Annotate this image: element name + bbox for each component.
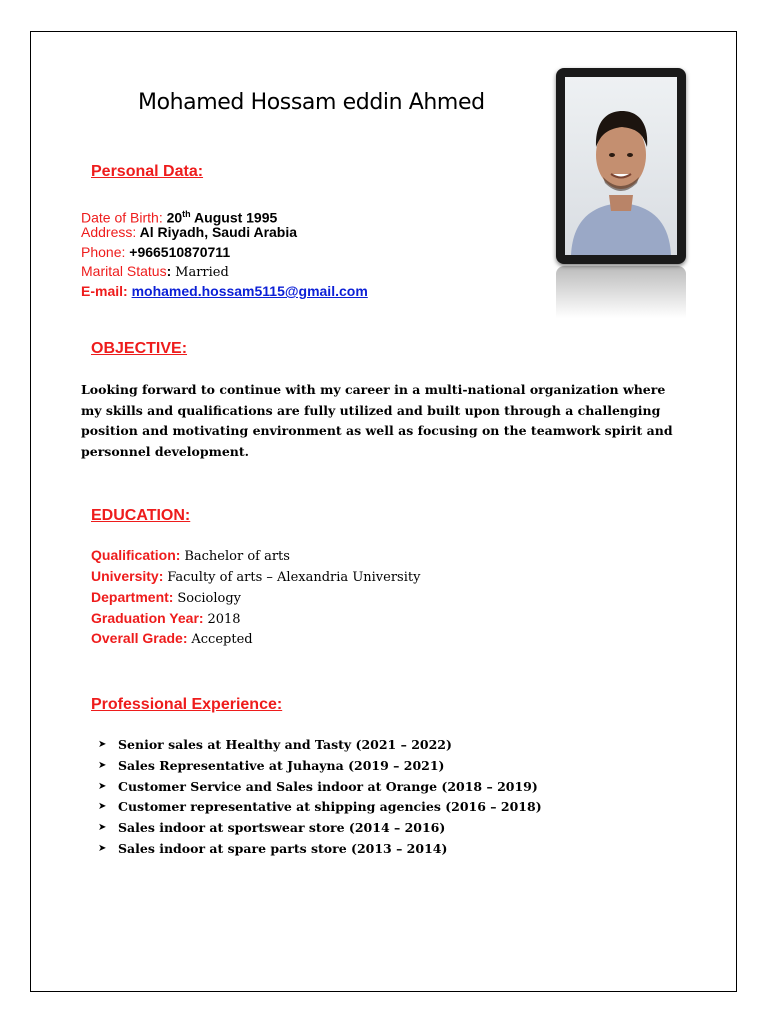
edu-qualification-value: Bachelor of arts bbox=[184, 549, 290, 564]
edu-graduation-value: 2018 bbox=[207, 612, 241, 627]
experience-text: Customer representative at shipping agencies (2016 – 2018) bbox=[118, 799, 542, 815]
list-item bbox=[98, 756, 542, 777]
candidate-name: Mohamed Hossam eddin Ahmed bbox=[138, 90, 485, 115]
photo-reflection bbox=[556, 266, 686, 318]
phone-value: +966510870711 bbox=[129, 244, 231, 260]
experience-text: Sales Representative at Juhayna (2019 – 2021) bbox=[118, 757, 445, 773]
dob-day: 20 bbox=[166, 209, 183, 226]
edu-department-label: Department: bbox=[91, 589, 174, 605]
edu-graduation-row bbox=[91, 609, 241, 629]
edu-university-row bbox=[91, 567, 420, 587]
edu-department-row bbox=[91, 588, 241, 608]
edu-university-label: University: bbox=[91, 568, 164, 584]
list-item bbox=[98, 735, 542, 756]
address-row bbox=[81, 223, 297, 241]
list-item bbox=[98, 777, 542, 798]
dob-label: Date of Birth: bbox=[81, 209, 163, 226]
experience-list bbox=[98, 735, 542, 860]
arrow-bullet-icon: ➤ bbox=[98, 739, 107, 750]
address-label: Address: bbox=[81, 224, 137, 240]
address-value: Al Riyadh, Saudi Arabia bbox=[139, 224, 298, 240]
marital-row bbox=[81, 262, 229, 282]
arrow-bullet-icon: ➤ bbox=[98, 780, 107, 792]
list-item bbox=[98, 797, 542, 818]
experience-heading: Professional Experience: bbox=[91, 696, 283, 713]
experience-text: Sales indoor at sportswear store (2014 – 2016) bbox=[118, 820, 446, 836]
profile-photo bbox=[556, 68, 686, 264]
arrow-bullet-icon: ➤ bbox=[98, 822, 107, 834]
arrow-bullet-icon: ➤ bbox=[98, 759, 107, 771]
list-item bbox=[98, 818, 542, 839]
objective-text: Looking forward to continue with my career in a multi-national organization where my skills and qualifications are fully utilized and built upon through a challenging position and motivating environment as well as focusing on the teamwork spirit and personnel development. bbox=[81, 382, 673, 460]
arrow-bullet-icon: ➤ bbox=[98, 801, 107, 813]
profile-photo-image bbox=[565, 77, 677, 255]
list-item bbox=[98, 839, 542, 860]
phone-label: Phone: bbox=[81, 244, 126, 260]
personal-data-heading: Personal Data: bbox=[91, 163, 204, 180]
arrow-bullet-icon: ➤ bbox=[98, 842, 107, 854]
email-row bbox=[81, 282, 368, 300]
experience-text: Senior sales at Healthy and Tasty (2021 – 2022) bbox=[118, 737, 452, 752]
experience-text: Sales indoor at spare parts store (2013 – 2014) bbox=[118, 840, 448, 856]
edu-qualification-row bbox=[91, 546, 290, 566]
marital-value: Married bbox=[175, 265, 229, 280]
edu-department-value: Sociology bbox=[177, 591, 242, 606]
edu-university-value: Faculty of arts – Alexandria University bbox=[167, 570, 421, 585]
edu-graduation-label: Graduation Year: bbox=[91, 610, 204, 626]
dob-rest: August 1995 bbox=[194, 209, 278, 226]
dob-suffix: th bbox=[182, 209, 191, 219]
edu-qualification-label: Qualification: bbox=[91, 547, 181, 563]
email-label: E-mail: bbox=[81, 283, 128, 299]
phone-row bbox=[81, 243, 230, 261]
experience-text: Customer Service and Sales indoor at Orange (2018 – 2019) bbox=[118, 778, 538, 794]
marital-label: Marital Status bbox=[81, 263, 167, 279]
edu-grade-row bbox=[91, 629, 253, 649]
objective-heading: OBJECTIVE: bbox=[91, 340, 188, 357]
education-heading: EDUCATION: bbox=[91, 507, 191, 524]
edu-grade-label: Overall Grade: bbox=[91, 630, 188, 646]
edu-grade-value: Accepted bbox=[191, 632, 253, 647]
marital-colon: : bbox=[166, 263, 172, 279]
email-link[interactable]: mohamed.hossam5115@gmail.com bbox=[131, 283, 368, 299]
